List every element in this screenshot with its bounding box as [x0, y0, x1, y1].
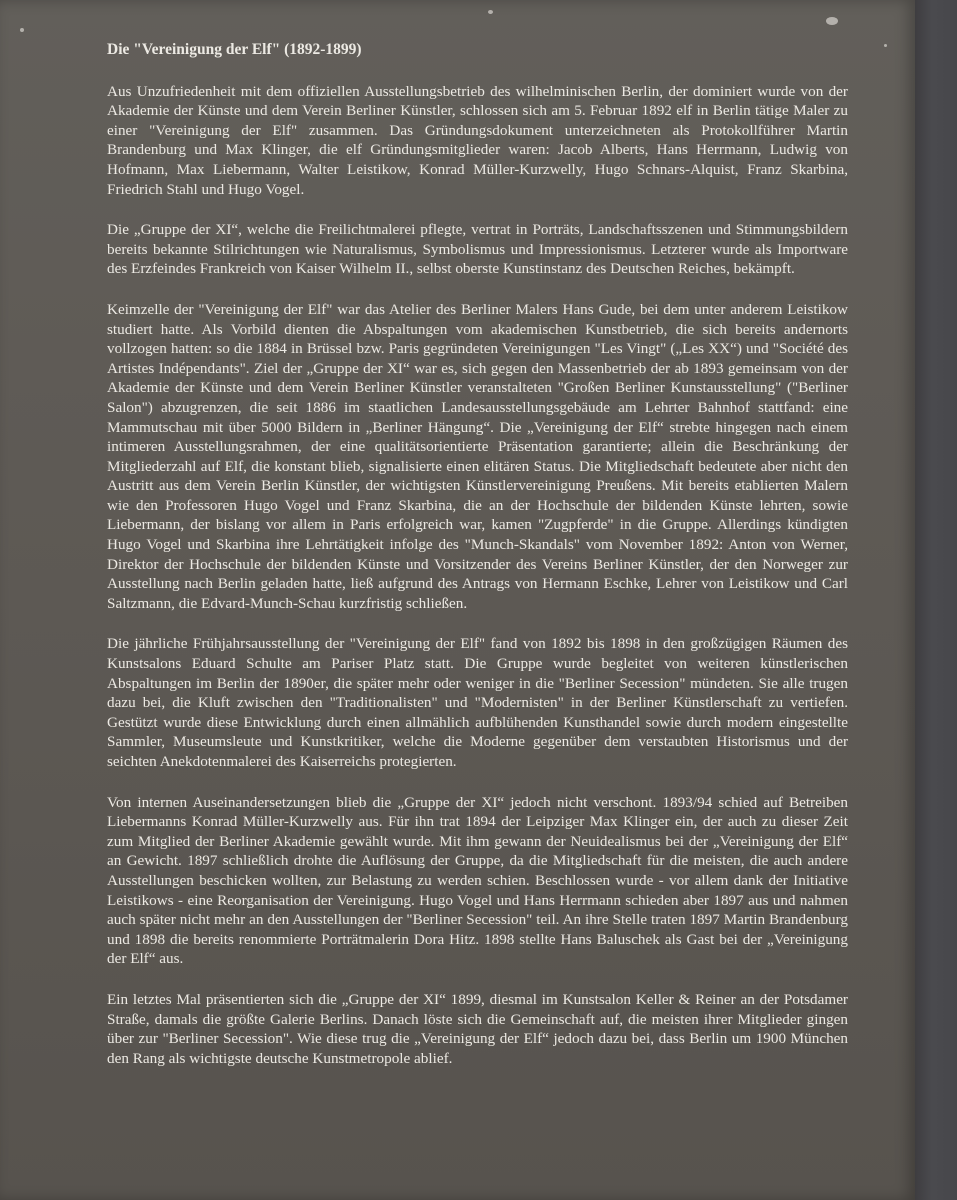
paint-speck	[20, 28, 24, 32]
article-paragraph: Die jährliche Frühjahrsausstellung der "Vereinigung der Elf" fand von 1892 bis 1898 in den großzügigen Räumen des Kunstsalons Eduard Schulte am Pariser Platz statt. Die Gruppe wurde begleitet von weiteren künstlerischen Abspaltungen im Berlin der 1890er, die später mehr oder weniger in die "Berliner Secession" mündeten. Sie alle trugen dazu bei, die Kluft zwischen den "Traditionalisten" und "Modernisten" in der Berliner Künstlerschaft zu vertiefen. Gestützt wurde diese Entwicklung durch einen allmählich aufblühenden Kunsthandel sowie durch modern eingestellte Sammler, Museumsleute und Kunstkritiker, welche die Moderne gegenüber dem verstaubten Historismus und der seichten Anekdotenmalerei des Kaiserreichs protegierten.	[107, 635, 848, 770]
paint-speck	[488, 10, 493, 14]
article-paragraph: Von internen Auseinandersetzungen blieb die „Gruppe der XI“ jedoch nicht verschont. 1893/94 schied auf Betreiben Liebermanns Konrad Müller-Kurzwelly aus. Für ihn trat 1894 der Leipziger Max Klinger ein, der auch zu dieser Zeit zum Mitglied der Berliner Akademie gewählt wurde. Mit ihm gewann der Neuidealismus bei der „Vereinigung der Elf“ an Gewicht. 1897 schließlich drohte die Auflösung der Gruppe, da die Mitgliedschaft für die meisten, die auch andere Ausstellungen beschicken wollten, zur Belastung zu werden schien. Beschlossen wurde - vor allem dank der Initiative Leistikows - eine Reorganisation der Vereinigung. Hugo Vogel und Hans Herrmann schieden aber 1897 aus und nahmen auch später nicht mehr an den Ausstellungen der "Berliner Secession" teil. An ihre Stelle traten 1897 Martin Brandenburg und 1898 die bereits renommierte Porträtmalerin Dora Hitz. 1898 stellte Hans Baluschek als Gast bei der „Vereinigung der Elf“ aus.	[107, 793, 848, 968]
article-paragraph: Ein letztes Mal präsentierten sich die „Gruppe der XI“ 1899, diesmal im Kunstsalon Keller & Reiner an der Potsdamer Straße, damals die größte Galerie Berlins. Danach löste sich die Gemeinschaft auf, die meisten ihrer Mitglieder gingen über zur "Berliner Secession". Wie diese trug die „Vereinigung der Elf“ jedoch dazu bei, dass Berlin um 1900 München den Rang als wichtigste deutsche Kunstmetropole ablief.	[107, 990, 848, 1067]
article-paragraph: Die „Gruppe der XI“, welche die Freilichtmalerei pflegte, vertrat in Porträts, Landschaftsszenen und Stimmungsbildern bereits bekannte Stilrichtungen wie Naturalismus, Symbolismus und Impressionismus. Letzterer wurde als Importware des Erzfeindes Frankreich von Kaiser Wilhelm II., selbst oberste Kunstinstanz des Deutschen Reiches, bekämpft.	[107, 221, 848, 278]
article-paragraph: Keimzelle der "Vereinigung der Elf" war das Atelier des Berliner Malers Hans Gude, bei dem unter anderem Leistikow studiert hatte. Als Vorbild dienten die Abspaltungen vom akademischen Kunstbetrieb, die sich bereits andernorts vollzogen hatten: so die 1884 in Brüssel bzw. Paris gegründeten Vereinigungen "Les Vingt" („Les XX“) und "Société des Artistes Indépendants". Ziel der „Gruppe der XI“ war es, sich gegen den Massenbetrieb der ab 1893 gemeinsam von der Akademie der Künste und dem Verein Berliner Künstler veranstalteten "Großen Berliner Kunstausstellung" ("Berliner Salon") abzugrenzen, die seit 1886 im staatlichen Landesausstellungsgebäude am Lehrter Bahnhof stattfand: eine Mammutschau mit über 5000 Bildern in „Berliner Hängung“. Die „Vereinigung der Elf“ strebte hingegen nach einem intimeren Ausstellungsrahmen, der eine qualitätsorientierte Präsentation garantierte; allein die Beschränkung der Mitgliederzahl auf Elf, die konstant blieb, signalisierte einen elitären Status. Die Mitgliedschaft bedeutete aber nicht den Austritt aus dem Verein Berlin Künstler, der wichtigsten Künstlervereinigung Preußens. Mit bereits etablierten Malern wie den Professoren Hugo Vogel und Franz Skarbina, die an der Hochschule der bildenden Künste lehrten, sowie Liebermann, der bislang vor allem in Paris erfolgreich war, kamen "Zugpferde" in die Gruppe. Allerdings kündigten Hugo Vogel und Skarbina ihre Lehrtätigkeit infolge des "Munch-Skandals" vom November 1892: Anton von Werner, Direktor der Hochschule der bildenden Künste und Vorsitzender des Vereins Berliner Künstler, der den Norweger zur Ausstellung nach Berlin geladen hatte, ließ aufgrund des Antrags von Hermann Eschke, Lehrer von Leistikow und Carl Saltzmann, die Edvard-Munch-Schau kurzfristig schließen.	[107, 300, 848, 612]
article-title: Die "Vereinigung der Elf" (1892-1899)	[107, 41, 362, 58]
paint-speck	[884, 44, 887, 47]
board-frame-edge	[915, 0, 957, 1200]
article-paragraph: Aus Unzufriedenheit mit dem offiziellen Ausstellungsbetrieb des wilhelminischen Berlin, der dominiert wurde von der Akademie der Künste und dem Verein Berliner Künstler, schlossen sich am 5. Februar 1892 elf in Berlin tätige Maler zu einer "Vereinigung der Elf" zusammen. Das Gründungsdokument unterzeichneten als Protokollführer Martin Brandenburg und Max Klinger, die elf Gründungsmitglieder waren: Jacob Alberts, Hans Herrmann, Ludwig von Hofmann, Max Liebermann, Walter Leistikow, Konrad Müller-Kurzwelly, Hugo Schnars-Alquist, Franz Skarbina, Friedrich Stahl und Hugo Vogel.	[107, 82, 848, 198]
paint-speck	[826, 17, 838, 25]
article	[107, 40, 848, 1089]
